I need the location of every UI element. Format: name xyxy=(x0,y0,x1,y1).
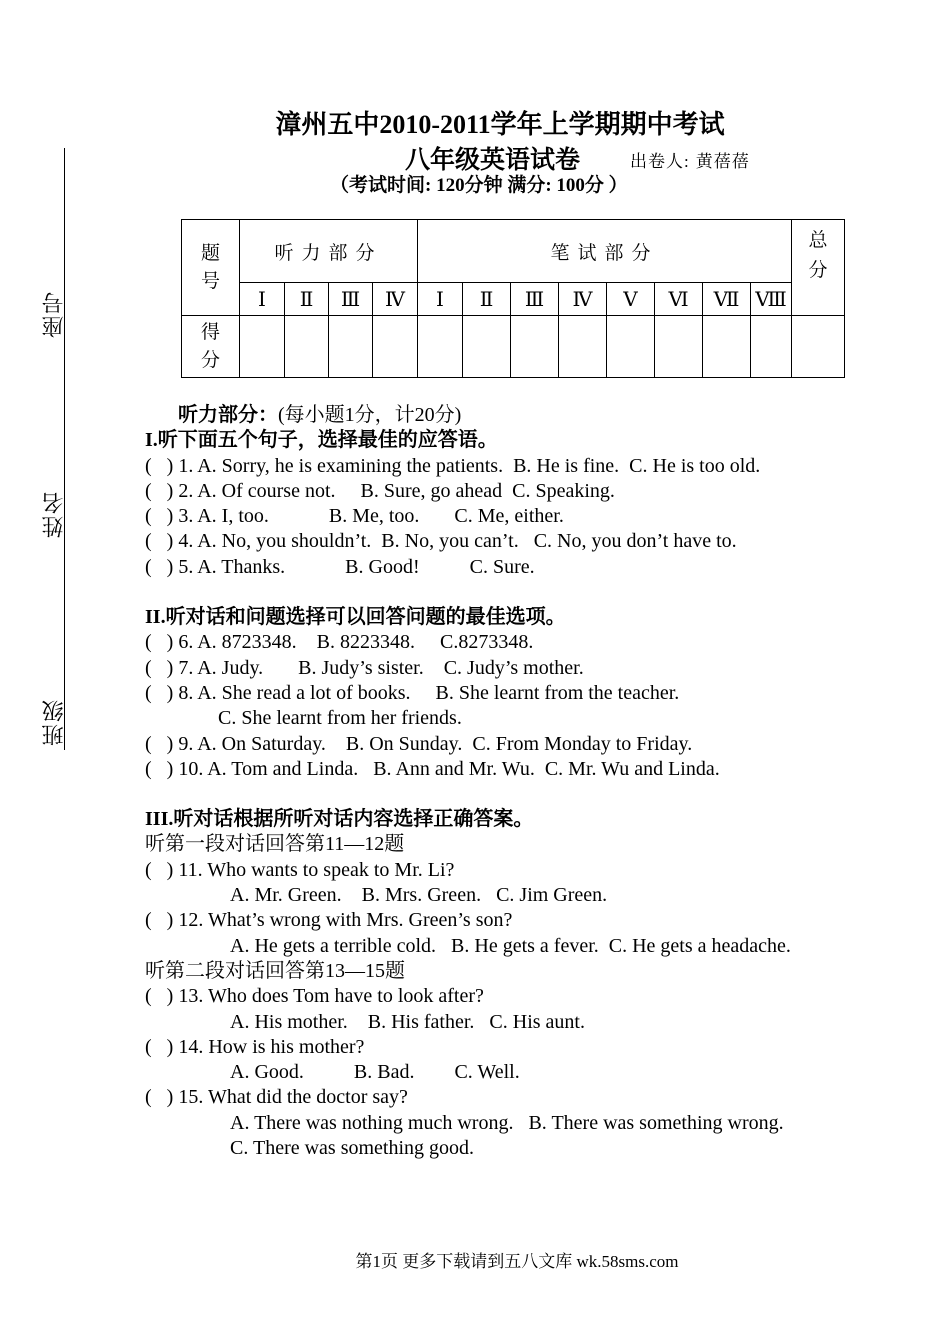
col-listening-2: Ⅱ xyxy=(285,283,329,316)
section-3-title: III.听对话根据所听对话内容选择正确答案。 xyxy=(145,808,534,831)
score-cell[interactable] xyxy=(751,316,792,378)
question-15-options-ab: A. There was nothing much wrong. B. There was something wrong. xyxy=(230,1111,784,1134)
question-8: ( ) 8. A. She read a lot of books. B. She learnt from the teacher. xyxy=(145,681,680,704)
score-cell[interactable] xyxy=(418,316,463,378)
listening-section xyxy=(145,403,905,1161)
written-header: 笔试部分 xyxy=(418,220,792,283)
score-cell[interactable] xyxy=(511,316,559,378)
question-8-option-c: C. She learnt from her friends. xyxy=(218,707,462,730)
col-written-1: Ⅰ xyxy=(418,283,463,316)
col-written-3: Ⅲ xyxy=(511,283,559,316)
question-7: ( ) 7. A. Judy. B. Judy’s sister. C. Judy’s mother. xyxy=(145,656,584,679)
score-cell[interactable] xyxy=(703,316,751,378)
listening-heading-line xyxy=(145,403,905,428)
question-12-options: A. He gets a terrible cold. B. He gets a fever. C. He gets a headache. xyxy=(230,934,791,957)
col-written-4: Ⅳ xyxy=(559,283,607,316)
listening-header: 听力部分 xyxy=(240,220,418,283)
section-1-title: I.听下面五个句子，选择最佳的应答语。 xyxy=(145,429,498,452)
dialogue-1-instruction: 听第一段对话回答第11—12题 xyxy=(145,833,405,856)
author-line xyxy=(630,147,750,172)
question-13: ( ) 13. Who does Tom have to look after? xyxy=(145,985,484,1008)
author-label: 出卷人: xyxy=(630,152,690,171)
score-cell[interactable] xyxy=(240,316,285,378)
score-cell[interactable] xyxy=(373,316,418,378)
exam-info: （考试时间: 120分钟 满分: 100分 ） xyxy=(330,175,628,196)
question-4: ( ) 4. A. No, you shouldn’t. B. No, you can’t. C. No, you don’t have to. xyxy=(145,530,737,553)
exam-subtitle: 八年级英语试卷 xyxy=(405,147,581,174)
score-cell[interactable] xyxy=(463,316,511,378)
author-name: 黄蓓蓓 xyxy=(695,152,750,171)
dialogue-2-instruction: 听第二段对话回答第13—15题 xyxy=(145,959,405,982)
question-11: ( ) 11. Who wants to speak to Mr. Li? xyxy=(145,858,455,881)
col-listening-4: Ⅳ xyxy=(373,283,418,316)
question-2: ( ) 2. A. Of course not. B. Sure, go ahead C. Speaking. xyxy=(145,479,615,502)
listening-heading: 听力部分： xyxy=(178,404,278,426)
exam-title: 漳州五中2010-2011学年上学期期中考试 xyxy=(275,110,725,139)
col-written-5: Ⅴ xyxy=(607,283,655,316)
col-written-8: Ⅷ xyxy=(751,283,792,316)
question-no-header xyxy=(182,220,240,316)
class-label: 班级 xyxy=(41,698,66,746)
col-written-2: Ⅱ xyxy=(463,283,511,316)
seat-label: 座号 xyxy=(41,290,66,338)
question-5: ( ) 5. A. Thanks. B. Good! C. Sure. xyxy=(145,555,535,578)
question-12: ( ) 12. What’s wrong with Mrs. Green’s son? xyxy=(145,909,513,932)
question-13-options: A. His mother. B. His father. C. His aunt. xyxy=(230,1010,585,1033)
score-cell[interactable] xyxy=(285,316,329,378)
question-6: ( ) 6. A. 8723348. B. 8223348. C.8273348. xyxy=(145,631,534,654)
total-header xyxy=(792,220,845,316)
score-cell-total[interactable] xyxy=(792,316,845,378)
score-cell[interactable] xyxy=(607,316,655,378)
score-cell[interactable] xyxy=(559,316,607,378)
question-9: ( ) 9. A. On Saturday. B. On Sunday. C. From Monday to Friday. xyxy=(145,732,693,755)
col-listening-3: Ⅲ xyxy=(329,283,373,316)
listening-note: (每小题1分，计20分) xyxy=(278,404,462,426)
score-table xyxy=(181,219,845,378)
page-footer: 第1页 更多下载请到五八文库 wk.58sms.com xyxy=(355,1252,679,1271)
score-cell[interactable] xyxy=(655,316,703,378)
question-no-label: 题号 xyxy=(200,242,220,292)
question-1: ( ) 1. A. Sorry, he is examining the patients. B. He is fine. C. He is too old. xyxy=(145,454,761,477)
section-2-title: II.听对话和问题选择可以回答问题的最佳选项。 xyxy=(145,606,566,629)
question-14-options: A. Good. B. Bad. C. Well. xyxy=(230,1061,520,1084)
col-written-7: Ⅶ xyxy=(703,283,751,316)
name-label: 姓名 xyxy=(41,490,66,538)
total-label: 总分 xyxy=(808,230,828,281)
question-15: ( ) 15. What did the doctor say? xyxy=(145,1086,408,1109)
question-10: ( ) 10. A. Tom and Linda. B. Ann and Mr. Wu. C. Mr. Wu and Linda. xyxy=(145,757,720,780)
binding-line xyxy=(64,148,65,750)
question-14: ( ) 14. How is his mother? xyxy=(145,1035,365,1058)
question-11-options: A. Mr. Green. B. Mrs. Green. C. Jim Green. xyxy=(230,884,608,907)
question-3: ( ) 3. A. I, too. B. Me, too. C. Me, either. xyxy=(145,505,564,528)
question-15-option-c: C. There was something good. xyxy=(230,1137,475,1160)
score-row-header xyxy=(182,316,240,378)
score-label: 得分 xyxy=(200,321,220,371)
col-written-6: Ⅵ xyxy=(655,283,703,316)
score-cell[interactable] xyxy=(329,316,373,378)
col-listening-1: Ⅰ xyxy=(240,283,285,316)
